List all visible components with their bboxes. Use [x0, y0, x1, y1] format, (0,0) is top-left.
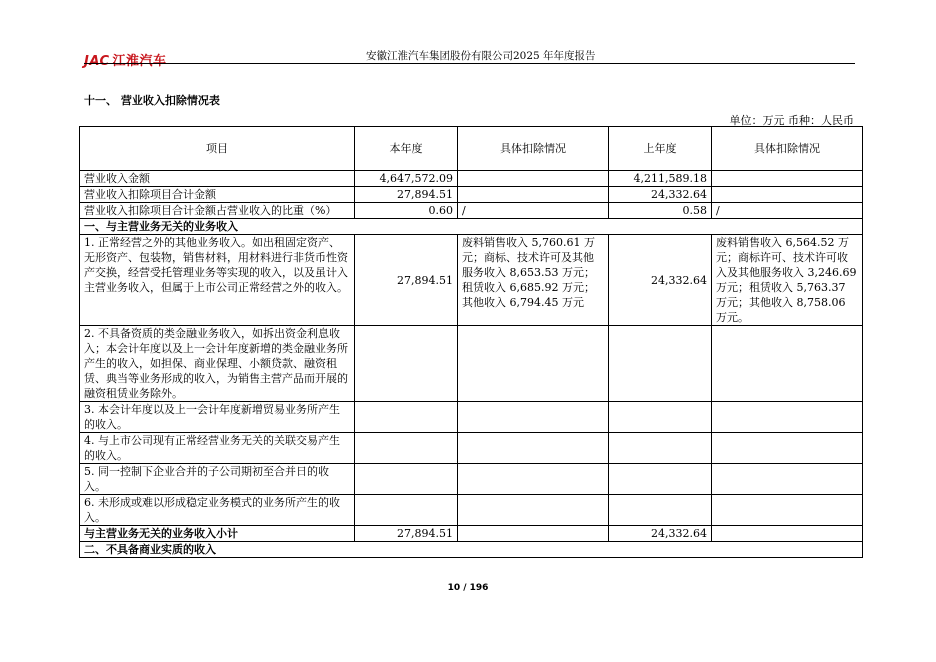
row-current-detail	[458, 171, 609, 187]
row-item: 营业收入金额	[80, 171, 355, 187]
header-prior-detail: 具体扣除情况	[712, 127, 863, 171]
section-row	[80, 219, 863, 235]
subtotal-current: 27,894.51	[355, 526, 458, 542]
row-item: 3. 本会计年度以及上一会计年度新增贸易业务所产生的收入。	[80, 402, 355, 433]
row-prior-detail	[712, 433, 863, 464]
header-current-detail: 具体扣除情况	[458, 127, 609, 171]
row-current: 0.60	[355, 203, 458, 219]
row-current-detail: 废料销售收入 5,760.61 万元；商标、技术许可及其他服务收入 8,653.53 万元；租赁收入 6,685.92 万元；其他收入 6,794.45 万元	[458, 235, 609, 326]
row-current: 4,647,572.09	[355, 171, 458, 187]
row-prior-detail	[712, 326, 863, 402]
subtotal-row	[80, 526, 863, 542]
row-item: 2. 不具备资质的类金融业务收入，如拆出资金利息收入；本会计年度以及上一会计年度新增的类金融业务所产生的收入，如担保、商业保理、小额贷款、融资租赁、典当等业务形成的收入，为销售主营产品而开展的融资租赁业务除外。	[80, 326, 355, 402]
row-prior-detail	[712, 171, 863, 187]
table-row	[80, 203, 863, 219]
row-prior: 4,211,589.18	[609, 171, 712, 187]
row-prior: 24,332.64	[609, 187, 712, 203]
row-item: 6. 未形成或难以形成稳定业务模式的业务所产生的收入。	[80, 495, 355, 526]
table-row	[80, 433, 863, 464]
page-number: 10 / 196	[447, 583, 489, 593]
row-prior-detail	[712, 187, 863, 203]
row-prior-detail	[712, 495, 863, 526]
row-prior	[609, 433, 712, 464]
row-prior	[609, 402, 712, 433]
row-prior	[609, 495, 712, 526]
row-current-detail	[458, 433, 609, 464]
company-logo	[84, 50, 167, 69]
subtotal-prior-detail	[712, 526, 863, 542]
row-prior	[609, 326, 712, 402]
header-rule	[84, 63, 855, 64]
subtotal-item: 与主营业务无关的业务收入小计	[80, 526, 355, 542]
row-current-detail	[458, 187, 609, 203]
table-row	[80, 235, 863, 326]
table-row	[80, 187, 863, 203]
row-current	[355, 433, 458, 464]
table-row	[80, 464, 863, 495]
section-row	[80, 542, 863, 558]
row-current-detail: /	[458, 203, 609, 219]
row-prior	[609, 464, 712, 495]
section2-title: 二、不具备商业实质的收入	[80, 542, 863, 558]
subtotal-current-detail	[458, 526, 609, 542]
section-title: 十一、 营业收入扣除情况表	[84, 94, 220, 107]
table-row	[80, 326, 863, 402]
logo-text: JAC	[84, 54, 110, 69]
row-item: 4. 与上市公司现有正常经营业务无关的关联交易产生的收入。	[80, 433, 355, 464]
row-current-detail	[458, 402, 609, 433]
row-current	[355, 464, 458, 495]
row-current	[355, 326, 458, 402]
row-current: 27,894.51	[355, 235, 458, 326]
row-prior: 24,332.64	[609, 235, 712, 326]
document-title: 安徽江淮汽车集团股份有限公司2025 年年度报告	[366, 50, 596, 62]
row-current-detail	[458, 464, 609, 495]
table-row	[80, 171, 863, 187]
logo-cn: 江淮汽车	[112, 54, 167, 69]
table-row	[80, 402, 863, 433]
header-current-year: 本年度	[355, 127, 458, 171]
row-prior-detail	[712, 464, 863, 495]
subtotal-prior: 24,332.64	[609, 526, 712, 542]
header-item: 项目	[80, 127, 355, 171]
unit-label: 单位：万元 币种：人民币	[729, 114, 854, 127]
row-current: 27,894.51	[355, 187, 458, 203]
row-prior-detail: /	[712, 203, 863, 219]
row-item: 营业收入扣除项目合计金额	[80, 187, 355, 203]
row-prior: 0.58	[609, 203, 712, 219]
row-current	[355, 402, 458, 433]
row-item: 1. 正常经营之外的其他业务收入。如出租固定资产、无形资产、包装物，销售材料，用材料进行非货币性资产交换，经营受托管理业务等实现的收入，以及虽计入主营业务收入，但属于上市公司正常经营之外的收入。	[80, 235, 355, 326]
header-prior-year: 上年度	[609, 127, 712, 171]
row-current-detail	[458, 495, 609, 526]
row-current-detail	[458, 326, 609, 402]
row-prior-detail: 废料销售收入 6,564.52 万元；商标许可、技术许可收入及其他服务收入 3,246.69 万元；租赁收入 5,763.37 万元；其他收入 8,758.06 万元。	[712, 235, 863, 326]
row-item: 5. 同一控制下企业合并的子公司期初至合并日的收入。	[80, 464, 355, 495]
revenue-deduction-table	[79, 126, 863, 558]
table-header-row	[80, 127, 863, 171]
row-prior-detail	[712, 402, 863, 433]
row-item: 营业收入扣除项目合计金额占营业收入的比重（%）	[80, 203, 355, 219]
table-row	[80, 495, 863, 526]
section1-title: 一、与主营业务无关的业务收入	[80, 219, 863, 235]
row-current	[355, 495, 458, 526]
